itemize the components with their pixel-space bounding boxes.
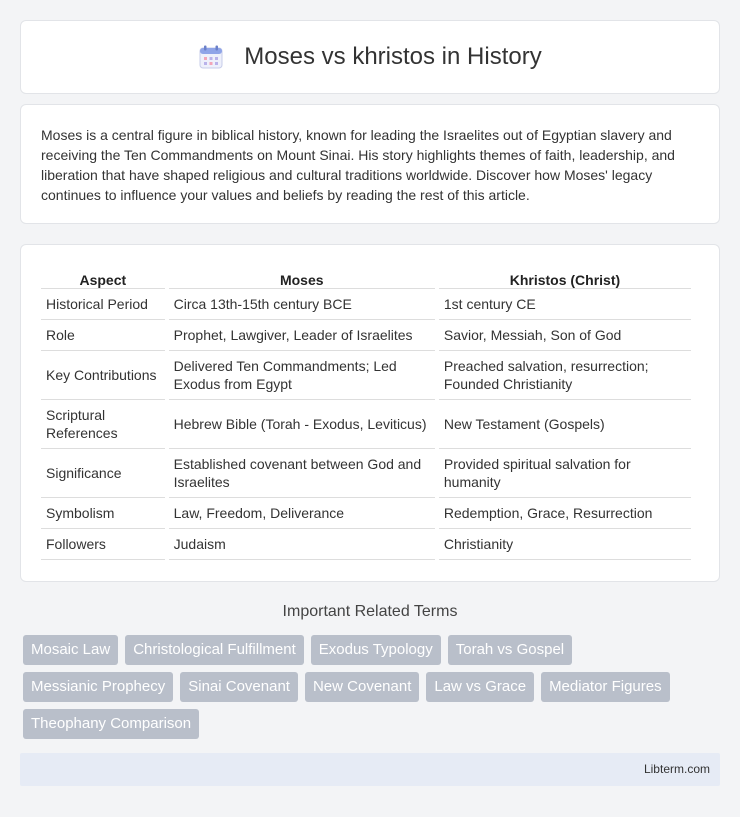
table-row	[41, 400, 691, 449]
table-cell: Redemption, Grace, Resurrection	[439, 498, 691, 529]
table-row	[41, 320, 691, 351]
table-cell: Symbolism	[41, 498, 165, 529]
table-cell: Significance	[41, 449, 165, 498]
comparison-card	[20, 244, 720, 582]
table-cell: Followers	[41, 529, 165, 560]
table-cell: Key Contributions	[41, 351, 165, 400]
table-row	[41, 529, 691, 560]
table-row	[41, 289, 691, 320]
table-cell: Role	[41, 320, 165, 351]
tag-theophany-comparison[interactable]: Theophany Comparison	[23, 709, 199, 739]
table-cell: Preached salvation, resurrection; Founded Christianity	[439, 351, 691, 400]
table-cell: Provided spiritual salvation for humanity	[439, 449, 691, 498]
table-row	[41, 498, 691, 529]
table-cell: Delivered Ten Commandments; Led Exodus from Egypt	[169, 351, 435, 400]
tag-law-vs-grace[interactable]: Law vs Grace	[426, 672, 534, 702]
table-cell: Prophet, Lawgiver, Leader of Israelites	[169, 320, 435, 351]
table-cell: Historical Period	[41, 289, 165, 320]
table-cell: Circa 13th-15th century BCE	[169, 289, 435, 320]
footer	[20, 753, 720, 786]
table-cell: New Testament (Gospels)	[439, 400, 691, 449]
intro-paragraph: Moses is a central figure in biblical history, known for leading the Israelites out of Egyptian slavery and receiving the Ten Commandments on Mount Sinai. His story highlights themes of faith, leadership, and liberation that have shaped religious and cultural traditions worldwide. Discover how Moses' legacy continues to influence your values and beliefs by reading the rest of this article.	[41, 127, 675, 203]
tag-christological-fulfillment[interactable]: Christological Fulfillment	[125, 635, 304, 665]
intro-card	[20, 104, 720, 224]
tag-new-covenant[interactable]: New Covenant	[305, 672, 419, 702]
calendar-icon	[198, 44, 224, 70]
tag-sinai-covenant[interactable]: Sinai Covenant	[180, 672, 298, 702]
tag-messianic-prophecy[interactable]: Messianic Prophecy	[23, 672, 173, 702]
column-header-khristos: Khristos (Christ)	[439, 263, 691, 289]
table-row	[41, 351, 691, 400]
tag-torah-vs-gospel[interactable]: Torah vs Gospel	[448, 635, 572, 665]
header-card	[20, 20, 720, 94]
table-row	[41, 449, 691, 498]
table-cell: Law, Freedom, Deliverance	[169, 498, 435, 529]
table-cell: Established covenant between God and Israelites	[169, 449, 435, 498]
page-title: Moses vs khristos in History	[244, 43, 542, 70]
table-cell: 1st century CE	[439, 289, 691, 320]
table-cell: Savior, Messiah, Son of God	[439, 320, 691, 351]
table-cell: Hebrew Bible (Torah - Exodus, Leviticus)	[169, 400, 435, 449]
related-terms-list	[23, 635, 723, 746]
tag-exodus-typology[interactable]: Exodus Typology	[311, 635, 441, 665]
table-header-row	[41, 263, 691, 289]
table-cell: Judaism	[169, 529, 435, 560]
table-cell: Christianity	[439, 529, 691, 560]
footer-site-link[interactable]: Libterm.com	[643, 762, 710, 776]
tag-mosaic-law[interactable]: Mosaic Law	[23, 635, 118, 665]
table-cell: Scriptural References	[41, 400, 165, 449]
column-header-aspect: Aspect	[41, 263, 165, 289]
column-header-moses: Moses	[169, 263, 435, 289]
related-terms-title: Important Related Terms	[282, 603, 458, 620]
comparison-table	[37, 263, 695, 560]
tag-mediator-figures[interactable]: Mediator Figures	[541, 672, 670, 702]
